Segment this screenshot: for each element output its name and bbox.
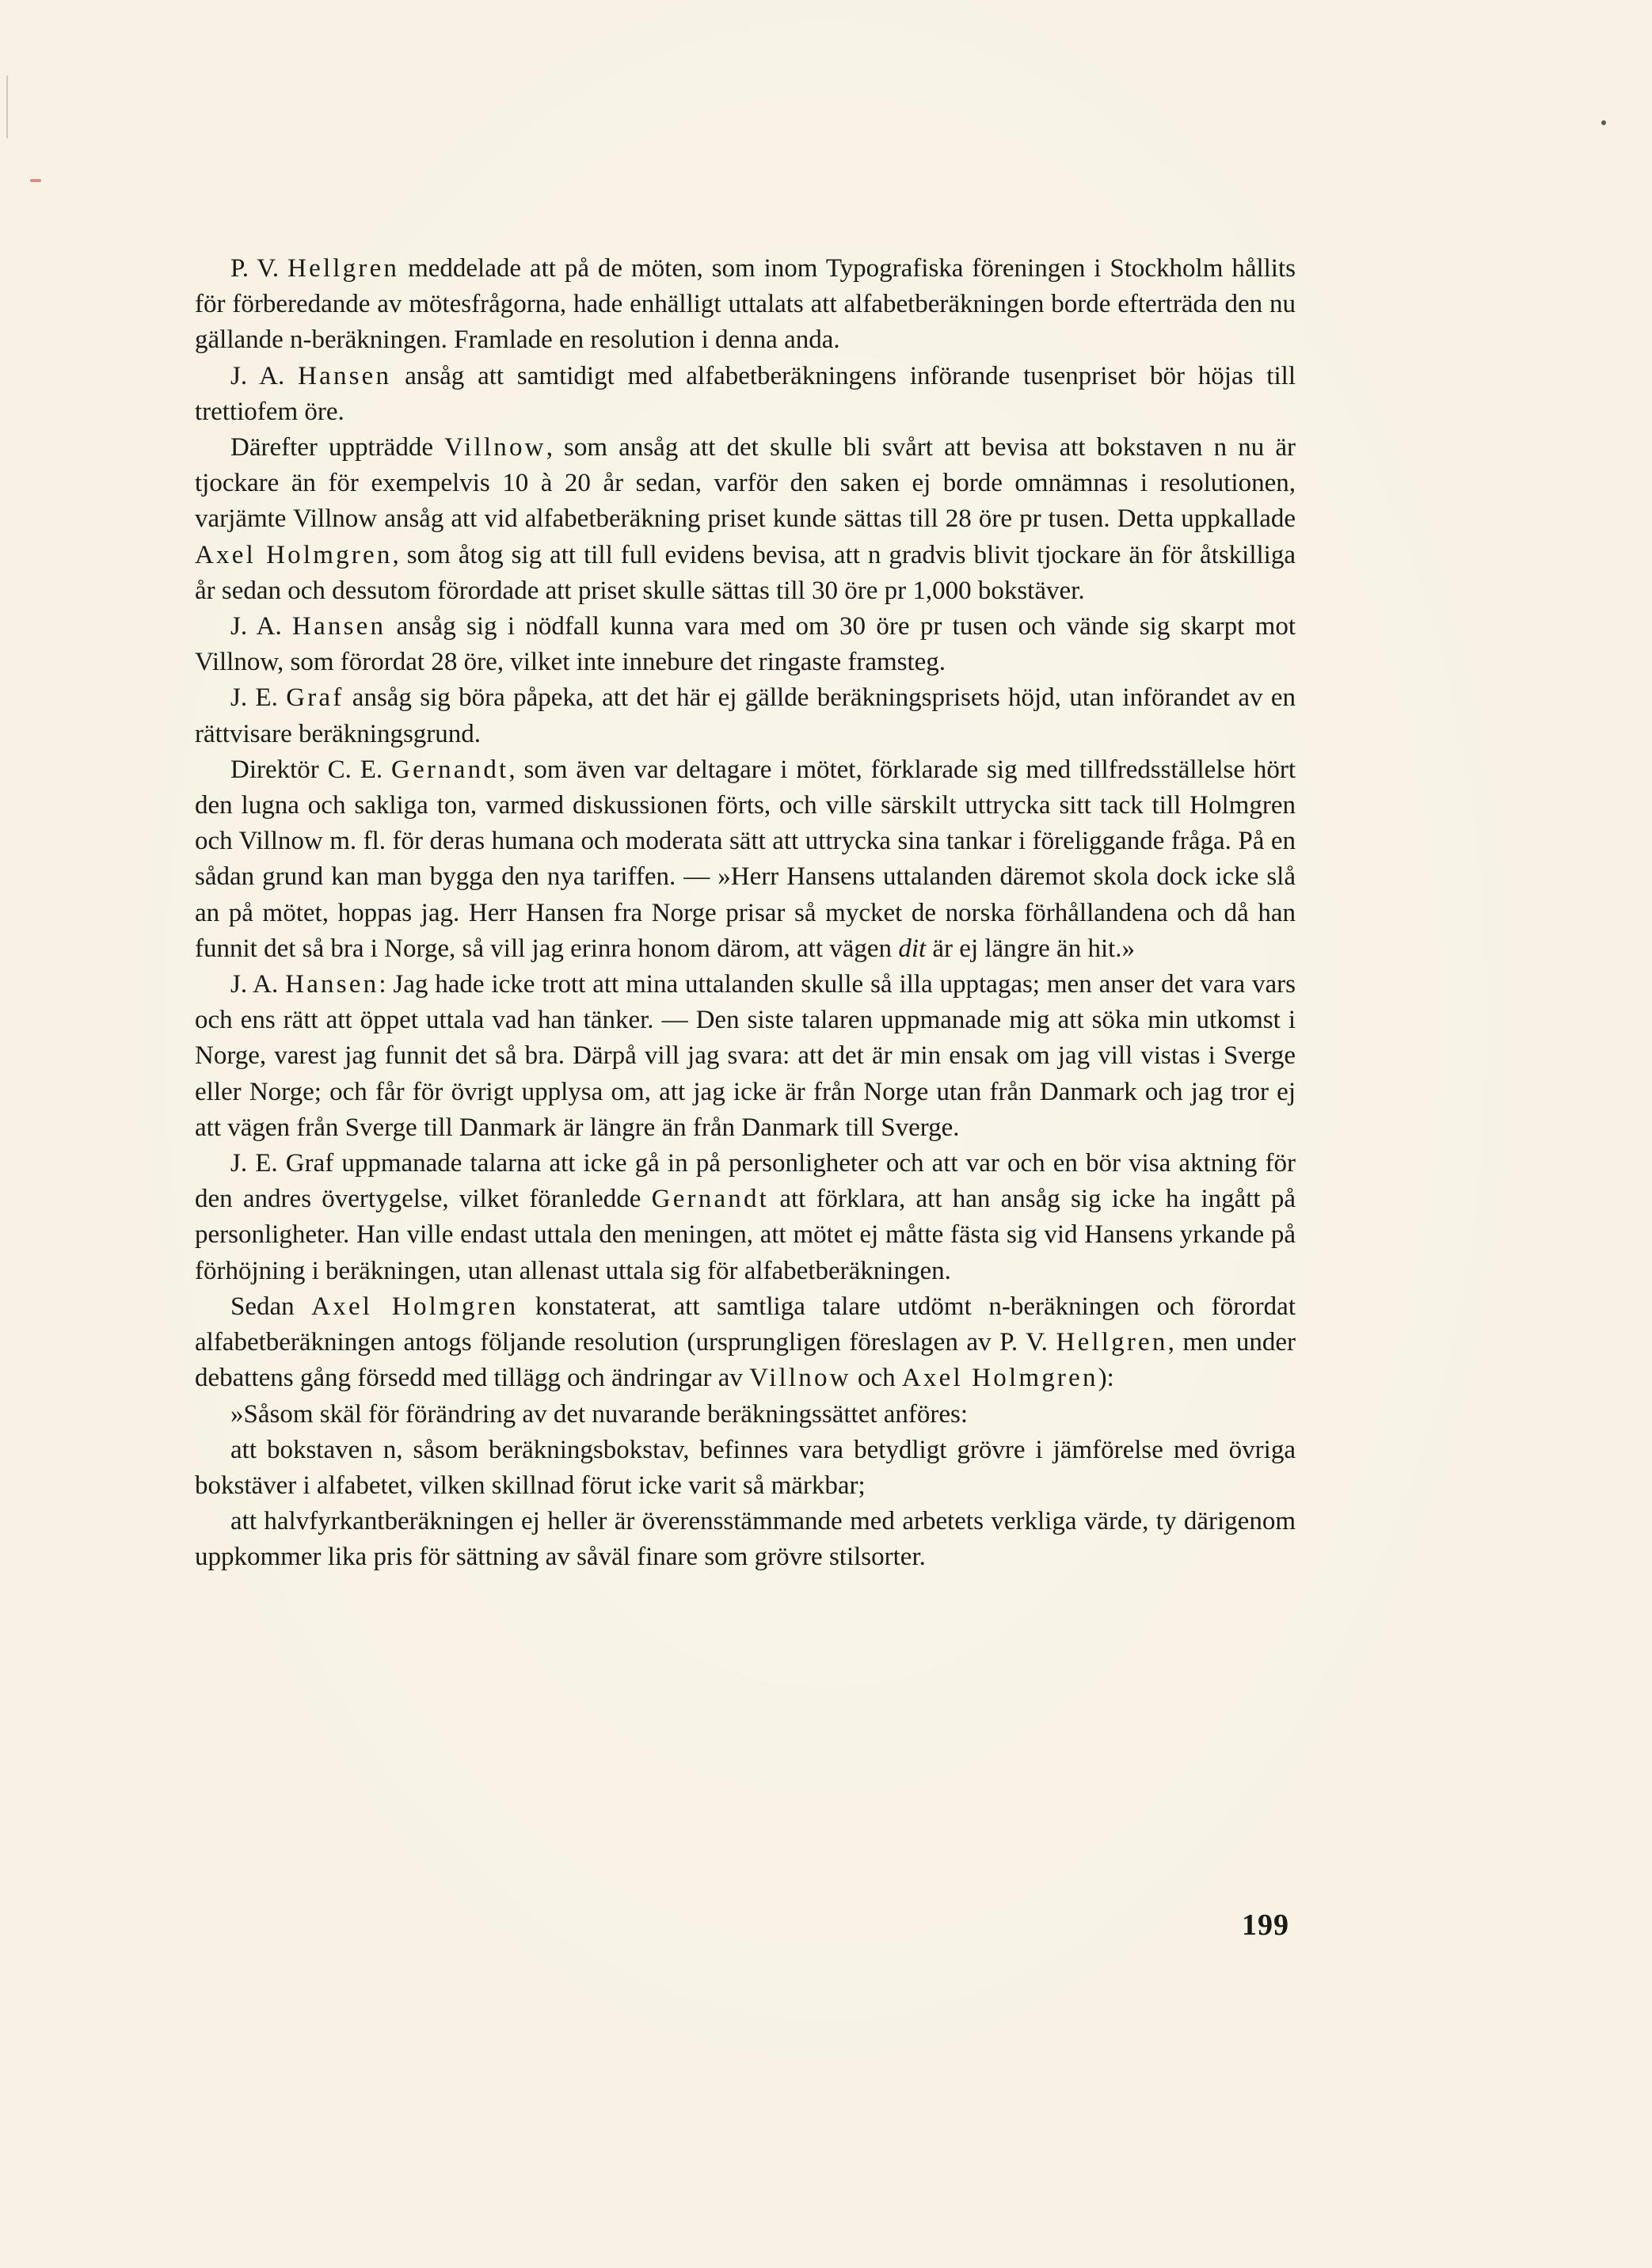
text-run: och bbox=[851, 1364, 902, 1393]
spaced-name: Axel Holmgren bbox=[311, 1292, 519, 1321]
spaced-name: Hellgren bbox=[287, 254, 400, 283]
spaced-name: Villnow bbox=[749, 1364, 851, 1393]
text-run: ansåg att samtidigt med alfabetberäkningens införande tusenpriset bör höjas till trettiofem öre. bbox=[195, 361, 1296, 426]
spaced-name: Hansen bbox=[298, 361, 392, 390]
text-run: är ej längre än hit.» bbox=[926, 934, 1136, 963]
margin-mark bbox=[30, 179, 41, 182]
text-run: , men under debattens gång försedd med tillägg och ändringar av bbox=[195, 1328, 1296, 1393]
paragraph bbox=[195, 967, 1296, 1146]
text-run: konstaterat, att samtliga talare utdömt n-beräkningen och förordat alfabetberäkningen antogs följande resolution (ursprungligen föreslagen av P. V. bbox=[195, 1292, 1296, 1357]
paragraph bbox=[195, 1504, 1296, 1575]
paragraph bbox=[195, 752, 1296, 967]
italic-text: dit bbox=[898, 934, 927, 963]
text-run: ansåg sig böra påpeka, att det här ej gällde beräkningsprisets höjd, utan införandet av en rättvisare beräkningsgrund. bbox=[195, 683, 1296, 748]
spaced-name: Graf bbox=[286, 683, 344, 713]
page-number: 199 bbox=[1242, 1908, 1289, 1942]
spaced-name: Axel Holmgren bbox=[901, 1364, 1098, 1393]
paragraph bbox=[195, 1433, 1296, 1504]
text-run: att bokstaven n, såsom beräkningsbokstav, befinnes vara betydligt grövre i jämförelse med övriga bokstäver i alfabetet, vilken skillnad förut icke varit så märkbar; bbox=[195, 1435, 1296, 1500]
paragraph bbox=[195, 359, 1296, 430]
text-run: att förklara, att han ansåg sig icke ha ingått på personligheter. Han ville endast uttala den meningen, att mötet ej måtte fästa sig vid Hansens yrkande på förhöjning i beräkningen, utan allenast uttala sig för alfabetberäkningen. bbox=[195, 1185, 1296, 1285]
text-run: J. A. bbox=[230, 970, 286, 999]
paragraph bbox=[195, 1146, 1296, 1289]
body-text bbox=[195, 251, 1296, 1576]
text-run: , som åtog sig att till full evidens bevisa, att n gradvis blivit tjockare än för åtskilliga år sedan och dessutom förordade att priset skulle sättas till 30 öre pr 1,000 bokstäver. bbox=[195, 540, 1296, 605]
paragraph bbox=[195, 1289, 1296, 1397]
paragraph bbox=[195, 609, 1296, 680]
text-run: »Såsom skäl för förändring av det nuvarande beräkningssättet anföres: bbox=[230, 1399, 969, 1429]
text-run: ansåg sig i nödfall kunna vara med om 30 öre pr tusen och vände sig skarpt mot Villnow, som förordat 28 öre, vilket inte innebure det ringaste framsteg. bbox=[195, 612, 1296, 677]
ink-speck bbox=[1601, 120, 1606, 125]
paragraph bbox=[195, 1397, 1296, 1433]
text-run: , som även var deltagare i mötet, förklarade sig med tillfredsställelse hört den lugna och sakliga ton, varmed diskussionen förts, och ville särskilt uttrycka sitt tack till Holmgren och Villnow m. fl. för deras humana och moderata sätt att uttrycka sina tankar i föreliggande fråga. På en sådan grund kan man bygga den nya tariffen. — »Herr Hansens uttalanden däremot skola dock icke slå an på mötet, hoppas jag. Herr Hansen fra Norge prisar så mycket de norska förhållandena och då han funnit det så bra i Norge, så vill jag erinra honom därom, att vägen bbox=[195, 755, 1296, 963]
spaced-name: Gernandt bbox=[651, 1185, 770, 1214]
text-run: J. E. Graf uppmanade talarna att icke gå in på personligheter och att var och en bör visa aktning för den andres övertygelse, vilket föranledde bbox=[195, 1149, 1296, 1214]
spaced-name: Gernandt bbox=[391, 755, 509, 784]
text-run: J. E. bbox=[230, 683, 287, 713]
text-run: P. V. bbox=[230, 254, 288, 283]
text-run: J. A. bbox=[230, 612, 293, 641]
text-run: ): bbox=[1098, 1364, 1114, 1393]
paragraph bbox=[195, 430, 1296, 609]
text-run: Direktör C. E. bbox=[230, 755, 392, 784]
spaced-name: Hansen bbox=[285, 970, 379, 999]
spaced-name: Hansen bbox=[292, 612, 386, 641]
text-run: , som ansåg att det skulle bli svårt att bevisa att bokstaven n nu är tjockare än för exempelvis 10 à 20 år sedan, varför den saken ej borde omnämnas i resolutionen, varjämte Villnow ansåg att vid alfabetberäkning priset kunde sättas till 28 öre pr tusen. Detta uppkallade bbox=[195, 433, 1296, 534]
spaced-name: Hellgren bbox=[1056, 1328, 1168, 1357]
paragraph bbox=[195, 251, 1296, 359]
page-edge-mark bbox=[6, 75, 8, 139]
text-run: Sedan bbox=[230, 1292, 312, 1321]
text-run: J. A. bbox=[230, 361, 299, 390]
spaced-name: Villnow bbox=[444, 433, 546, 462]
spaced-name: Axel Holmgren bbox=[195, 540, 393, 569]
text-run: Därefter uppträdde bbox=[230, 433, 445, 462]
text-run: meddelade att på de möten, som inom Typografiska föreningen i Stockholm hållits för förberedande av mötesfrågorna, hade enhälligt uttalats att alfabetberäkningen borde efterträda den nu gällande n-beräkningen. Framlade en resolution i denna anda. bbox=[195, 254, 1296, 355]
text-run: : Jag hade icke trott att mina uttalanden skulle så illa upptagas; men anser det vara vars och ens rätt att öppet uttala vad han tänker. — Den siste talaren uppmanade mig att söka min utkomst i Norge, varest jag funnit det så bra. Därpå vill jag svara: att det är min ensak om jag vill vistas i Sverge eller Norge; och får för övrigt upplysa om, att jag icke är från Norge utan från Danmark och jag tror ej att vägen från Sverge till Danmark är längre än från Danmark till Sverge. bbox=[195, 970, 1296, 1142]
text-run: att halvfyrkantberäkningen ej heller är överensstämmande med arbetets verkliga värde, ty därigenom uppkommer lika pris för sättning av såväl finare som grövre stilsorter. bbox=[195, 1507, 1296, 1572]
paragraph bbox=[195, 680, 1296, 752]
